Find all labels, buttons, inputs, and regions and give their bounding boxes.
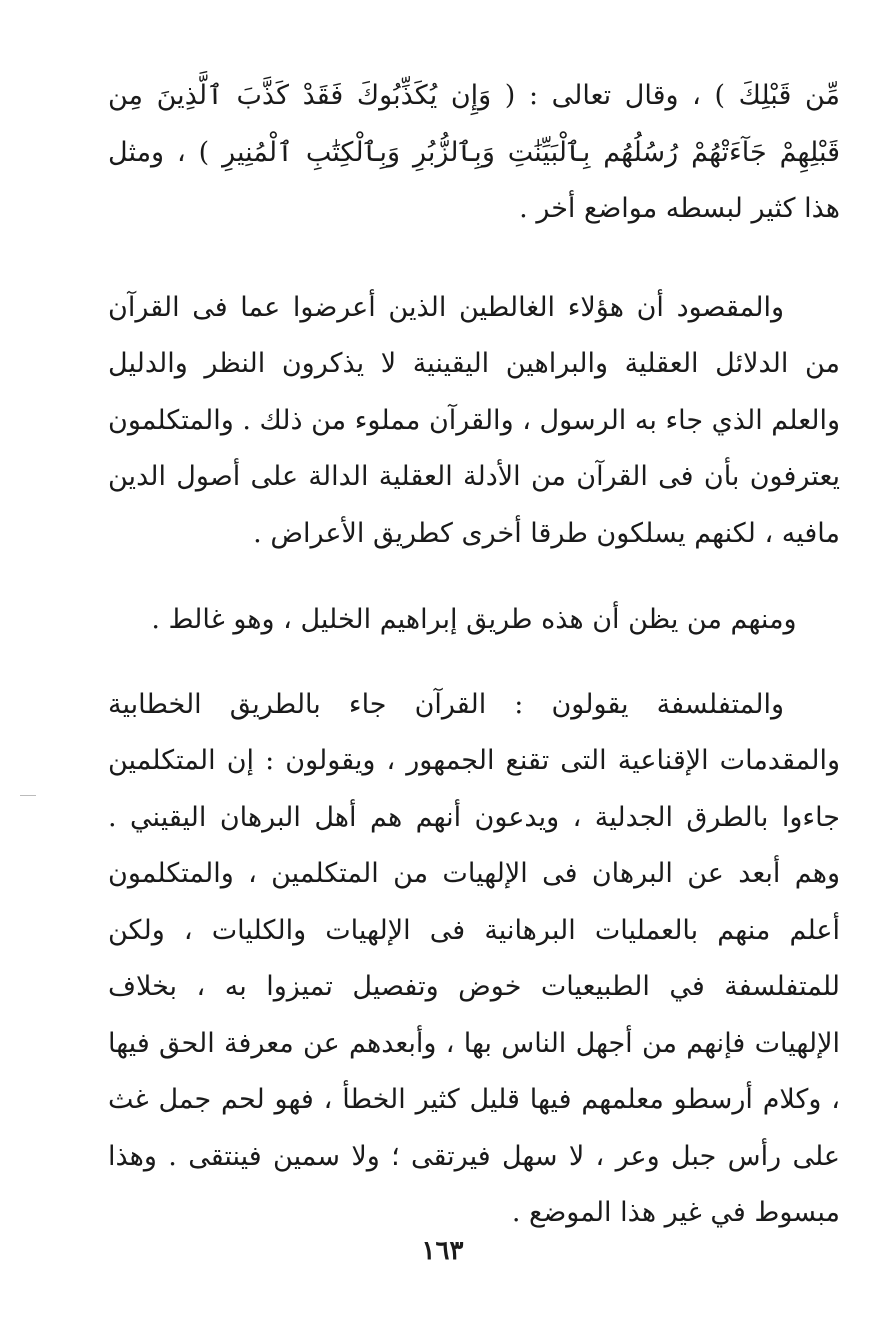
quran-quote-fragment: مِّن قَبْلِكَ (738, 80, 840, 111)
paragraph-3: ومنهم من يظن أن هذه طريق إبراهيم الخليل ، وهو غالط . (151, 604, 797, 635)
quran-quote-verse: وَإِن يُكَذِّبُوكَ فَقَدْ كَذَّبَ ٱلَّذِينَ مِن قَبْلِهِمْ جَآءَتْهُمْ رُسُلُهُم بِٱلْبَيِّنَٰتِ وَبِٱلزُّبُرِ وَبِٱلْكِتَٰبِ ٱلْمُنِيرِ (108, 80, 840, 168)
paragraph-2: والمقصود أن هؤلاء الغالطين الذين أعرضوا عما فى القرآن من الدلائل العقلية والبراهين اليقينية لا يذكرون النظر والدليل والعلم الذي جاء به الرسول ، والقرآن مملوء من ذلك . والمتكلمون يعترفون بأن فى القرآن من الأدلة العقلية الدالة على أصول الدين مافيه ، لكنهم يسلكون طرقا أخرى كطريق الأعراض . (108, 291, 840, 549)
page-body (108, 68, 840, 1242)
page-number: ١٦٣ (421, 1236, 464, 1266)
scan-edge-mark (20, 795, 36, 796)
paragraph-1-text-a: ) ، وقال تعالى : ( (491, 80, 739, 111)
paragraph-1-text-b: ) ، ومثل هذا كثير لبسطه مواضع أخر . (108, 136, 840, 224)
paragraph-1 (108, 68, 840, 238)
paragraph-4: والمتفلسفة يقولون : القرآن جاء بالطريق الخطابية والمقدمات الإقناعية التى تقنع الجمهور ، ويقولون : إن المتكلمين جاءوا بالطرق الجدلية ، ويدعون أنهم هم أهل البرهان اليقيني . وهم أبعد عن البرهان فى الإلهيات من المتكلمين ، والمتكلمون أعلم منهم بالعمليات البرهانية فى الإلهيات والكليات ، ولكن للمتفلسفة في الطبيعيات خوض وتفصيل تميزوا به ، بخلاف الإلهيات فإنهم من أجهل الناس بها ، وأبعدهم عن معرفة الحق فيها ، وكلام أرسطو معلمهم فيها قليل كثير الخطأ ، فهو لحم جمل غث على رأس جبل وعر ، لا سهل فيرتقى ؛ ولا سمين فينتقى . وهذا مبسوط في غير هذا الموضع . (108, 688, 840, 1228)
